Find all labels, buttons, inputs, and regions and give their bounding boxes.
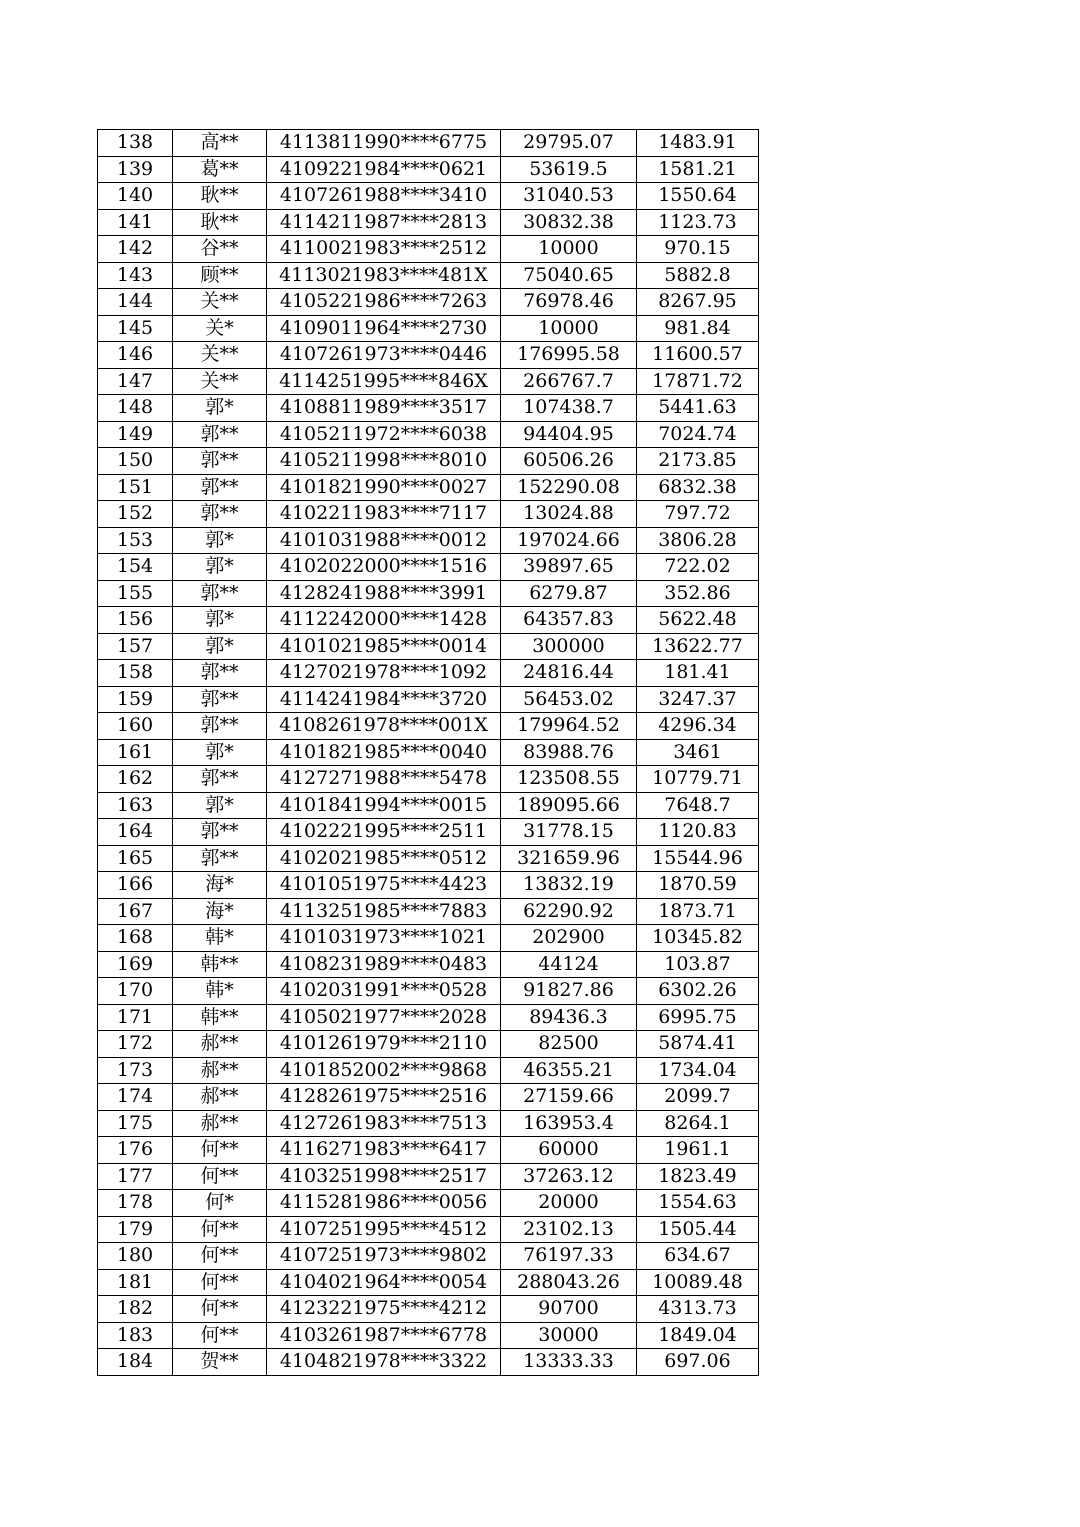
name-cell: 郭** — [173, 845, 267, 872]
interest-cell: 2173.85 — [637, 448, 759, 475]
table-row — [98, 527, 759, 554]
row-number-cell: 142 — [98, 236, 173, 263]
amount-cell: 90700 — [501, 1296, 637, 1323]
row-number-cell: 147 — [98, 368, 173, 395]
table-row — [98, 1322, 759, 1349]
amount-cell: 176995.58 — [501, 342, 637, 369]
interest-cell: 13622.77 — [637, 633, 759, 660]
amount-cell: 6279.87 — [501, 580, 637, 607]
row-number-cell: 153 — [98, 527, 173, 554]
data-table — [97, 129, 759, 1376]
row-number-cell: 146 — [98, 342, 173, 369]
row-number-cell: 162 — [98, 766, 173, 793]
interest-cell: 1554.63 — [637, 1190, 759, 1217]
amount-cell: 44124 — [501, 951, 637, 978]
row-number-cell: 141 — [98, 209, 173, 236]
name-cell: 郭** — [173, 660, 267, 687]
row-number-cell: 161 — [98, 739, 173, 766]
amount-cell: 20000 — [501, 1190, 637, 1217]
interest-cell: 7024.74 — [637, 421, 759, 448]
name-cell: 关** — [173, 289, 267, 316]
interest-cell: 352.86 — [637, 580, 759, 607]
name-cell: 顾** — [173, 262, 267, 289]
id-number-cell: 4113251985****7883 — [267, 898, 501, 925]
name-cell: 何** — [173, 1163, 267, 1190]
amount-cell: 60000 — [501, 1137, 637, 1164]
id-number-cell: 4114251995****846X — [267, 368, 501, 395]
amount-cell: 31778.15 — [501, 819, 637, 846]
row-number-cell: 178 — [98, 1190, 173, 1217]
id-number-cell: 4114241984****3720 — [267, 686, 501, 713]
amount-cell: 76978.46 — [501, 289, 637, 316]
table-row — [98, 342, 759, 369]
amount-cell: 189095.66 — [501, 792, 637, 819]
amount-cell: 53619.5 — [501, 156, 637, 183]
amount-cell: 39897.65 — [501, 554, 637, 581]
id-number-cell: 4108261978****001X — [267, 713, 501, 740]
name-cell: 韩* — [173, 925, 267, 952]
amount-cell: 75040.65 — [501, 262, 637, 289]
table-row — [98, 395, 759, 422]
interest-cell: 10089.48 — [637, 1269, 759, 1296]
id-number-cell: 4108231989****0483 — [267, 951, 501, 978]
table-row — [98, 368, 759, 395]
interest-cell: 6995.75 — [637, 1004, 759, 1031]
row-number-cell: 140 — [98, 183, 173, 210]
name-cell: 贺** — [173, 1349, 267, 1376]
name-cell: 郭* — [173, 792, 267, 819]
row-number-cell: 152 — [98, 501, 173, 528]
interest-cell: 1123.73 — [637, 209, 759, 236]
name-cell: 韩** — [173, 1004, 267, 1031]
id-number-cell: 4104021964****0054 — [267, 1269, 501, 1296]
id-number-cell: 4105021977****2028 — [267, 1004, 501, 1031]
name-cell: 郭** — [173, 474, 267, 501]
id-number-cell: 4113021983****481X — [267, 262, 501, 289]
amount-cell: 76197.33 — [501, 1243, 637, 1270]
interest-cell: 4313.73 — [637, 1296, 759, 1323]
interest-cell: 634.67 — [637, 1243, 759, 1270]
name-cell: 郝** — [173, 1057, 267, 1084]
interest-cell: 6832.38 — [637, 474, 759, 501]
row-number-cell: 138 — [98, 130, 173, 157]
table-row — [98, 713, 759, 740]
table-row — [98, 1349, 759, 1376]
amount-cell: 10000 — [501, 236, 637, 263]
name-cell: 关** — [173, 368, 267, 395]
amount-cell: 37263.12 — [501, 1163, 637, 1190]
table-row — [98, 183, 759, 210]
id-number-cell: 4102021985****0512 — [267, 845, 501, 872]
name-cell: 何** — [173, 1269, 267, 1296]
amount-cell: 83988.76 — [501, 739, 637, 766]
amount-cell: 89436.3 — [501, 1004, 637, 1031]
amount-cell: 179964.52 — [501, 713, 637, 740]
interest-cell: 11600.57 — [637, 342, 759, 369]
id-number-cell: 4101031973****1021 — [267, 925, 501, 952]
interest-cell: 5441.63 — [637, 395, 759, 422]
name-cell: 关* — [173, 315, 267, 342]
interest-cell: 7648.7 — [637, 792, 759, 819]
id-number-cell: 4105211972****6038 — [267, 421, 501, 448]
table-row — [98, 1163, 759, 1190]
amount-cell: 202900 — [501, 925, 637, 952]
table-row — [98, 501, 759, 528]
amount-cell: 46355.21 — [501, 1057, 637, 1084]
table-row — [98, 1216, 759, 1243]
interest-cell: 1734.04 — [637, 1057, 759, 1084]
amount-cell: 163953.4 — [501, 1110, 637, 1137]
table-row — [98, 660, 759, 687]
row-number-cell: 165 — [98, 845, 173, 872]
table-row — [98, 978, 759, 1005]
interest-cell: 10345.82 — [637, 925, 759, 952]
table-row — [98, 925, 759, 952]
id-number-cell: 4101841994****0015 — [267, 792, 501, 819]
row-number-cell: 166 — [98, 872, 173, 899]
id-number-cell: 4101021985****0014 — [267, 633, 501, 660]
table-row — [98, 686, 759, 713]
table-row — [98, 819, 759, 846]
row-number-cell: 151 — [98, 474, 173, 501]
name-cell: 郝** — [173, 1031, 267, 1058]
row-number-cell: 184 — [98, 1349, 173, 1376]
interest-cell: 722.02 — [637, 554, 759, 581]
interest-cell: 17871.72 — [637, 368, 759, 395]
name-cell: 郭** — [173, 819, 267, 846]
row-number-cell: 150 — [98, 448, 173, 475]
row-number-cell: 157 — [98, 633, 173, 660]
id-number-cell: 4101261979****2110 — [267, 1031, 501, 1058]
amount-cell: 91827.86 — [501, 978, 637, 1005]
id-number-cell: 4101821990****0027 — [267, 474, 501, 501]
interest-cell: 697.06 — [637, 1349, 759, 1376]
id-number-cell: 4105221986****7263 — [267, 289, 501, 316]
name-cell: 郭* — [173, 607, 267, 634]
table-row — [98, 872, 759, 899]
amount-cell: 300000 — [501, 633, 637, 660]
row-number-cell: 175 — [98, 1110, 173, 1137]
amount-cell: 56453.02 — [501, 686, 637, 713]
row-number-cell: 144 — [98, 289, 173, 316]
table-row — [98, 554, 759, 581]
id-number-cell: 4127261983****7513 — [267, 1110, 501, 1137]
row-number-cell: 169 — [98, 951, 173, 978]
amount-cell: 27159.66 — [501, 1084, 637, 1111]
row-number-cell: 171 — [98, 1004, 173, 1031]
row-number-cell: 145 — [98, 315, 173, 342]
row-number-cell: 167 — [98, 898, 173, 925]
interest-cell: 1581.21 — [637, 156, 759, 183]
id-number-cell: 4107261988****3410 — [267, 183, 501, 210]
amount-cell: 123508.55 — [501, 766, 637, 793]
amount-cell: 23102.13 — [501, 1216, 637, 1243]
name-cell: 郭** — [173, 580, 267, 607]
row-number-cell: 176 — [98, 1137, 173, 1164]
interest-cell: 970.15 — [637, 236, 759, 263]
interest-cell: 797.72 — [637, 501, 759, 528]
table-row — [98, 448, 759, 475]
interest-cell: 5882.8 — [637, 262, 759, 289]
amount-cell: 24816.44 — [501, 660, 637, 687]
id-number-cell: 4101031988****0012 — [267, 527, 501, 554]
name-cell: 耿** — [173, 183, 267, 210]
table-row — [98, 262, 759, 289]
name-cell: 耿** — [173, 209, 267, 236]
interest-cell: 3247.37 — [637, 686, 759, 713]
row-number-cell: 172 — [98, 1031, 173, 1058]
id-number-cell: 4109221984****0621 — [267, 156, 501, 183]
table-row — [98, 315, 759, 342]
interest-cell: 1120.83 — [637, 819, 759, 846]
table-row — [98, 1137, 759, 1164]
name-cell: 葛** — [173, 156, 267, 183]
table-row — [98, 951, 759, 978]
table-row — [98, 1084, 759, 1111]
table-row — [98, 156, 759, 183]
id-number-cell: 4105211998****8010 — [267, 448, 501, 475]
id-number-cell: 4101051975****4423 — [267, 872, 501, 899]
interest-cell: 1823.49 — [637, 1163, 759, 1190]
name-cell: 郝** — [173, 1110, 267, 1137]
name-cell: 谷** — [173, 236, 267, 263]
amount-cell: 13832.19 — [501, 872, 637, 899]
id-number-cell: 4107261973****0446 — [267, 342, 501, 369]
table-row — [98, 898, 759, 925]
row-number-cell: 156 — [98, 607, 173, 634]
id-number-cell: 4114211987****2813 — [267, 209, 501, 236]
interest-cell: 103.87 — [637, 951, 759, 978]
row-number-cell: 164 — [98, 819, 173, 846]
name-cell: 何** — [173, 1322, 267, 1349]
id-number-cell: 4123221975****4212 — [267, 1296, 501, 1323]
table-row — [98, 1243, 759, 1270]
id-number-cell: 4127271988****5478 — [267, 766, 501, 793]
table-row — [98, 421, 759, 448]
row-number-cell: 174 — [98, 1084, 173, 1111]
name-cell: 高** — [173, 130, 267, 157]
id-number-cell: 4102022000****1516 — [267, 554, 501, 581]
interest-cell: 4296.34 — [637, 713, 759, 740]
row-number-cell: 160 — [98, 713, 173, 740]
table-row — [98, 209, 759, 236]
amount-cell: 10000 — [501, 315, 637, 342]
table-row — [98, 1057, 759, 1084]
table-row — [98, 766, 759, 793]
name-cell: 郭* — [173, 527, 267, 554]
id-number-cell: 4110021983****2512 — [267, 236, 501, 263]
table-row — [98, 1269, 759, 1296]
id-number-cell: 4109011964****2730 — [267, 315, 501, 342]
row-number-cell: 170 — [98, 978, 173, 1005]
row-number-cell: 181 — [98, 1269, 173, 1296]
row-number-cell: 168 — [98, 925, 173, 952]
name-cell: 郭* — [173, 395, 267, 422]
id-number-cell: 4101852002****9868 — [267, 1057, 501, 1084]
interest-cell: 181.41 — [637, 660, 759, 687]
id-number-cell: 4128241988****3991 — [267, 580, 501, 607]
row-number-cell: 158 — [98, 660, 173, 687]
row-number-cell: 148 — [98, 395, 173, 422]
amount-cell: 288043.26 — [501, 1269, 637, 1296]
name-cell: 海* — [173, 872, 267, 899]
table-row — [98, 607, 759, 634]
id-number-cell: 4102031991****0528 — [267, 978, 501, 1005]
amount-cell: 152290.08 — [501, 474, 637, 501]
interest-cell: 1873.71 — [637, 898, 759, 925]
name-cell: 郭** — [173, 448, 267, 475]
interest-cell: 3461 — [637, 739, 759, 766]
id-number-cell: 4102211983****7117 — [267, 501, 501, 528]
table-row — [98, 1004, 759, 1031]
id-number-cell: 4104821978****3322 — [267, 1349, 501, 1376]
amount-cell: 266767.7 — [501, 368, 637, 395]
interest-cell: 3806.28 — [637, 527, 759, 554]
table-row — [98, 1110, 759, 1137]
interest-cell: 1550.64 — [637, 183, 759, 210]
interest-cell: 1483.91 — [637, 130, 759, 157]
interest-cell: 2099.7 — [637, 1084, 759, 1111]
interest-cell: 1849.04 — [637, 1322, 759, 1349]
table-row — [98, 739, 759, 766]
interest-cell: 1870.59 — [637, 872, 759, 899]
interest-cell: 1961.1 — [637, 1137, 759, 1164]
table-row — [98, 845, 759, 872]
name-cell: 何** — [173, 1243, 267, 1270]
interest-cell: 5874.41 — [637, 1031, 759, 1058]
interest-cell: 8267.95 — [637, 289, 759, 316]
row-number-cell: 143 — [98, 262, 173, 289]
name-cell: 郭** — [173, 766, 267, 793]
id-number-cell: 4127021978****1092 — [267, 660, 501, 687]
id-number-cell: 4116271983****6417 — [267, 1137, 501, 1164]
amount-cell: 94404.95 — [501, 421, 637, 448]
amount-cell: 31040.53 — [501, 183, 637, 210]
id-number-cell: 4108811989****3517 — [267, 395, 501, 422]
row-number-cell: 149 — [98, 421, 173, 448]
name-cell: 韩** — [173, 951, 267, 978]
table-row — [98, 474, 759, 501]
name-cell: 郭* — [173, 633, 267, 660]
interest-cell: 15544.96 — [637, 845, 759, 872]
name-cell: 郝** — [173, 1084, 267, 1111]
interest-cell: 6302.26 — [637, 978, 759, 1005]
id-number-cell: 4128261975****2516 — [267, 1084, 501, 1111]
row-number-cell: 159 — [98, 686, 173, 713]
amount-cell: 13024.88 — [501, 501, 637, 528]
row-number-cell: 177 — [98, 1163, 173, 1190]
name-cell: 海* — [173, 898, 267, 925]
name-cell: 郭* — [173, 554, 267, 581]
amount-cell: 107438.7 — [501, 395, 637, 422]
name-cell: 何** — [173, 1137, 267, 1164]
row-number-cell: 179 — [98, 1216, 173, 1243]
amount-cell: 30000 — [501, 1322, 637, 1349]
amount-cell: 13333.33 — [501, 1349, 637, 1376]
name-cell: 何** — [173, 1216, 267, 1243]
name-cell: 郭** — [173, 713, 267, 740]
id-number-cell: 4115281986****0056 — [267, 1190, 501, 1217]
amount-cell: 64357.83 — [501, 607, 637, 634]
id-number-cell: 4113811990****6775 — [267, 130, 501, 157]
table-row — [98, 130, 759, 157]
name-cell: 关** — [173, 342, 267, 369]
table-row — [98, 1031, 759, 1058]
row-number-cell: 155 — [98, 580, 173, 607]
row-number-cell: 180 — [98, 1243, 173, 1270]
name-cell: 韩* — [173, 978, 267, 1005]
table-row — [98, 1296, 759, 1323]
amount-cell: 60506.26 — [501, 448, 637, 475]
id-number-cell: 4103251998****2517 — [267, 1163, 501, 1190]
id-number-cell: 4107251995****4512 — [267, 1216, 501, 1243]
row-number-cell: 139 — [98, 156, 173, 183]
table-row — [98, 633, 759, 660]
amount-cell: 62290.92 — [501, 898, 637, 925]
row-number-cell: 173 — [98, 1057, 173, 1084]
interest-cell: 8264.1 — [637, 1110, 759, 1137]
interest-cell: 10779.71 — [637, 766, 759, 793]
name-cell: 郭** — [173, 501, 267, 528]
table-row — [98, 236, 759, 263]
row-number-cell: 154 — [98, 554, 173, 581]
row-number-cell: 182 — [98, 1296, 173, 1323]
id-number-cell: 4107251973****9802 — [267, 1243, 501, 1270]
interest-cell: 981.84 — [637, 315, 759, 342]
row-number-cell: 183 — [98, 1322, 173, 1349]
amount-cell: 30832.38 — [501, 209, 637, 236]
table-body — [98, 130, 759, 1376]
table-row — [98, 792, 759, 819]
id-number-cell: 4112242000****1428 — [267, 607, 501, 634]
table-row — [98, 289, 759, 316]
amount-cell: 82500 — [501, 1031, 637, 1058]
name-cell: 何** — [173, 1296, 267, 1323]
name-cell: 郭* — [173, 739, 267, 766]
table-row — [98, 580, 759, 607]
row-number-cell: 163 — [98, 792, 173, 819]
id-number-cell: 4103261987****6778 — [267, 1322, 501, 1349]
amount-cell: 321659.96 — [501, 845, 637, 872]
id-number-cell: 4101821985****0040 — [267, 739, 501, 766]
interest-cell: 1505.44 — [637, 1216, 759, 1243]
table-row — [98, 1190, 759, 1217]
amount-cell: 29795.07 — [501, 130, 637, 157]
amount-cell: 197024.66 — [501, 527, 637, 554]
interest-cell: 5622.48 — [637, 607, 759, 634]
id-number-cell: 4102221995****2511 — [267, 819, 501, 846]
name-cell: 郭** — [173, 421, 267, 448]
name-cell: 何* — [173, 1190, 267, 1217]
name-cell: 郭** — [173, 686, 267, 713]
